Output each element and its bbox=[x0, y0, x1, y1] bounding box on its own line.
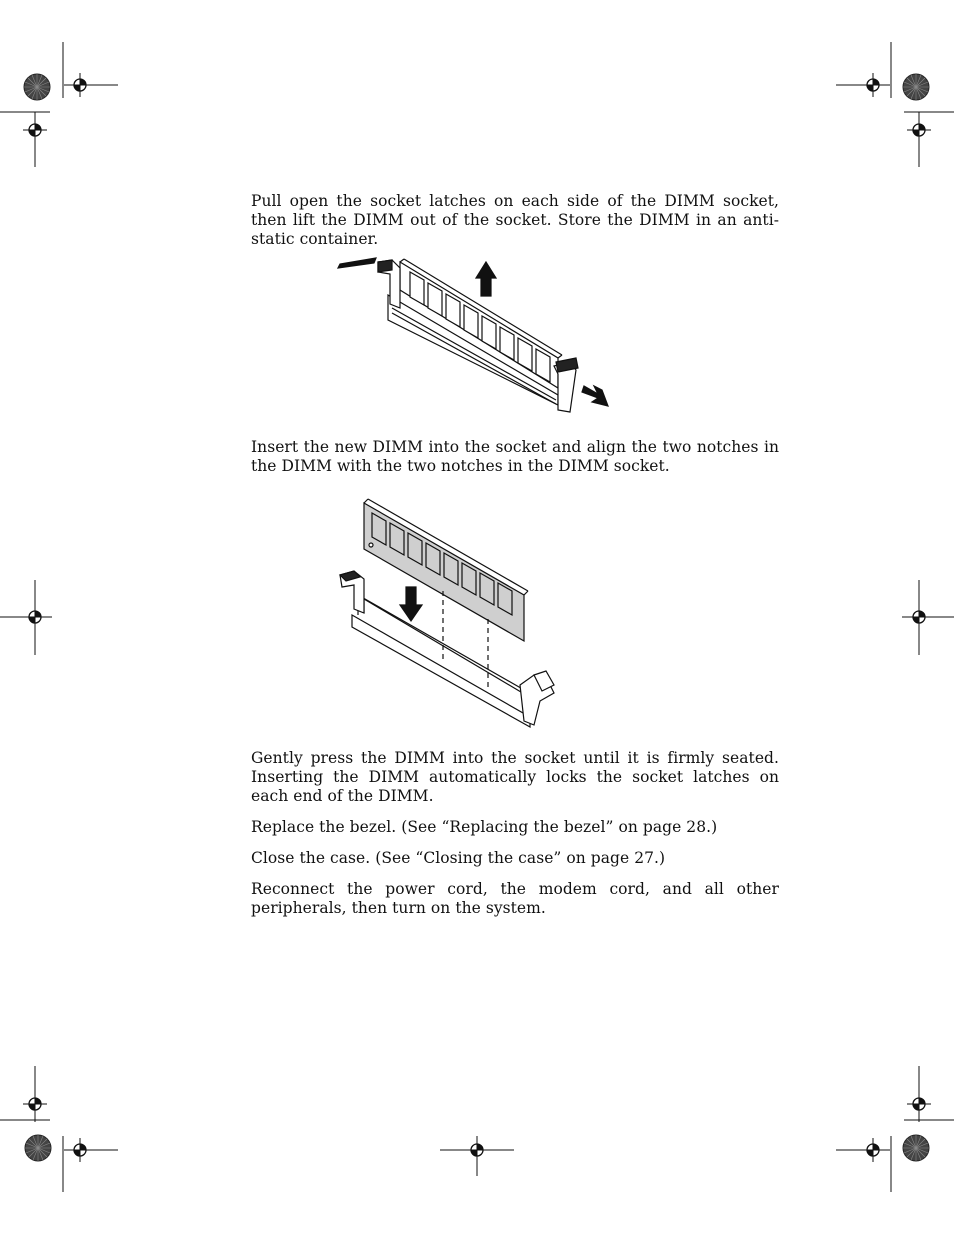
step-seat-dimm-text: Gently press the DIMM into the socket until it is firmly seated. Inserting the DIMM automatically locks the socket latches on each end of the DIMM. bbox=[251, 749, 779, 805]
latch-arrow-icon bbox=[582, 386, 608, 406]
step-close-case-text: Close the case. (See “Closing the case” on page 27.) bbox=[251, 849, 666, 867]
step-insert-dimm-text: Insert the new DIMM into the socket and align the two notches in the DIMM with the two notches in the DIMM socket. bbox=[251, 438, 779, 475]
step-reconnect-text: Reconnect the power cord, the modem cord, and all other peripherals, then turn on the system. bbox=[251, 880, 779, 917]
remove-dimm-illustration bbox=[330, 250, 620, 420]
registration-mark-icon bbox=[907, 1092, 931, 1116]
registration-mark-icon bbox=[907, 605, 931, 629]
registration-mark-icon bbox=[861, 73, 885, 97]
registration-mark-icon bbox=[68, 1138, 92, 1162]
step-replace-bezel-text: Replace the bezel. (See “Replacing the bezel” on page 28.) bbox=[251, 818, 718, 836]
crop-lines-bottom-left bbox=[0, 1066, 118, 1192]
crop-lines-top-left bbox=[0, 42, 118, 167]
color-target-icon bbox=[903, 74, 929, 100]
latch-arrow-icon bbox=[338, 258, 376, 268]
crop-lines-bottom-right bbox=[836, 1066, 954, 1192]
registration-mark-icon bbox=[23, 118, 47, 142]
registration-mark-icon bbox=[68, 73, 92, 97]
crop-lines-top-right bbox=[836, 42, 954, 167]
insert-dimm-illustration bbox=[330, 495, 570, 730]
color-target-icon bbox=[25, 1135, 51, 1161]
down-arrow-icon bbox=[400, 587, 422, 623]
registration-mark-icon bbox=[465, 1138, 489, 1162]
registration-mark-icon bbox=[907, 118, 931, 142]
registration-mark-icon bbox=[861, 1138, 885, 1162]
up-arrow-icon bbox=[476, 262, 496, 296]
color-target-icon bbox=[24, 74, 50, 100]
registration-mark-icon bbox=[23, 605, 47, 629]
color-target-icon bbox=[903, 1135, 929, 1161]
step-remove-dimm-text: Pull open the socket latches on each side of the DIMM socket, then lift the DIMM out of the socket. Store the DIMM in an anti-static container. bbox=[251, 192, 779, 248]
registration-mark-icon bbox=[23, 1092, 47, 1116]
